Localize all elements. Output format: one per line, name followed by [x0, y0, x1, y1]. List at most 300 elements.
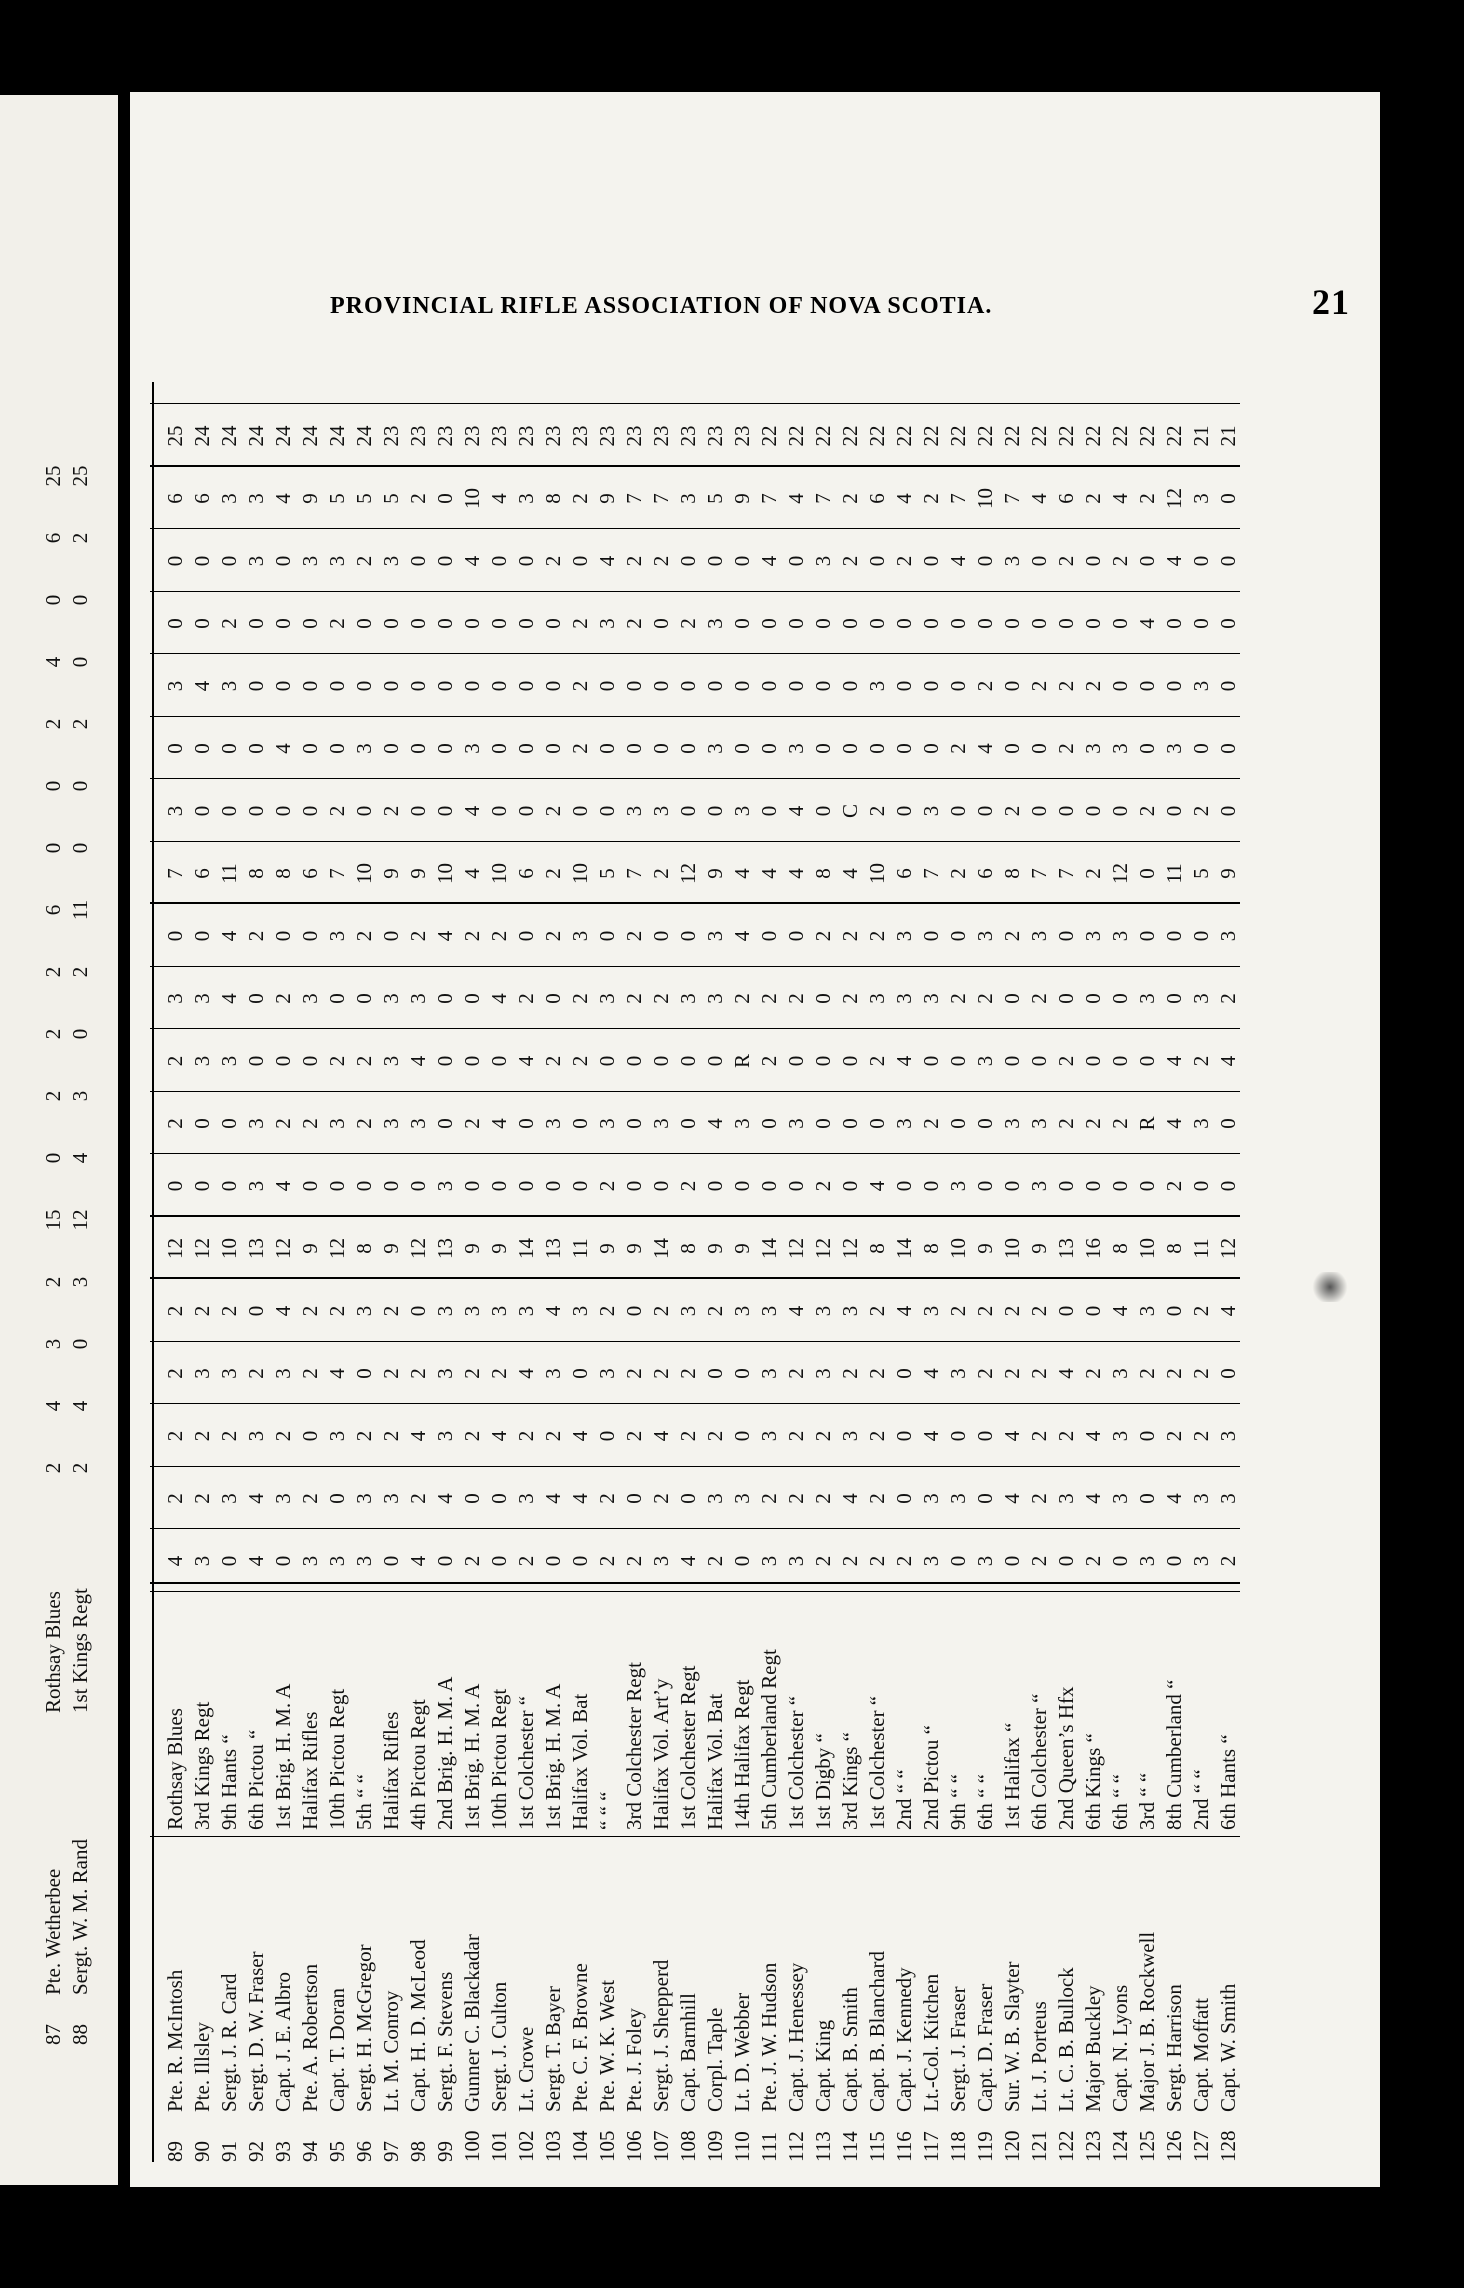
- score-cell: 13: [1054, 1238, 1078, 1259]
- score-cell: 2: [568, 680, 592, 692]
- score-cell: 2: [892, 1555, 916, 1567]
- competitor-corps: 6th Colchester “: [1027, 1693, 1051, 1830]
- score-cell: 5: [703, 493, 727, 504]
- score-cell: 3: [68, 1090, 92, 1102]
- score-cell: 0: [460, 993, 484, 1004]
- score-cell: 2: [622, 1430, 646, 1442]
- score-cell: 3: [217, 680, 241, 692]
- score-cell: 0: [163, 555, 187, 567]
- score-cell: 3: [946, 1180, 970, 1192]
- score-cell: 0: [757, 930, 781, 942]
- competitor-name: Sergt. F. Stevens: [433, 1971, 457, 2112]
- score-cell: 0: [1108, 618, 1132, 629]
- competitor-name: Pte. C. F. Browne: [568, 1963, 592, 2112]
- score-cell: 4: [217, 993, 241, 1004]
- score-cell: 2: [298, 1368, 322, 1379]
- competitor-name: Sergt. J. Shepperd: [649, 1959, 673, 2112]
- competitor-corps: Halifax Vol. Bat: [568, 1693, 592, 1830]
- score-cell: 0: [1000, 680, 1024, 692]
- score-cell: 0: [271, 805, 295, 817]
- score-cell: 0: [217, 805, 241, 817]
- score-cell: 3: [1027, 1180, 1051, 1192]
- score-cell: 7: [649, 493, 673, 504]
- score-cell: 12: [271, 1238, 295, 1259]
- page-title: PROVINCIAL RIFLE ASSOCIATION OF NOVA SCOTIA.: [330, 293, 993, 319]
- score-cell: 22: [1027, 425, 1051, 447]
- competitor-name: Capt. H. D. McLeod: [406, 1939, 430, 2112]
- score-cell: 0: [298, 1430, 322, 1442]
- competitor-corps: 5th Cumberland Regt: [757, 1649, 781, 1830]
- score-cell: 0: [838, 1055, 862, 1067]
- table-top-rule: [152, 382, 154, 2162]
- table-row: [891, 382, 917, 2162]
- score-cell: 0: [1027, 618, 1051, 629]
- score-cell: 0: [190, 555, 214, 567]
- score-cell: 3: [1081, 743, 1105, 754]
- score-cell: 0: [730, 680, 754, 692]
- competitor-corps: 6th “ “: [973, 1774, 997, 1830]
- score-cell: 0: [298, 930, 322, 942]
- score-cell: 23: [676, 425, 700, 447]
- score-cell: 0: [217, 1118, 241, 1129]
- score-cell: 4: [433, 1493, 457, 1504]
- score-cell: 0: [622, 1118, 646, 1129]
- score-cell: 2: [838, 1368, 862, 1379]
- score-cell: 0: [1189, 1180, 1213, 1192]
- score-cell: 4: [1162, 1055, 1186, 1067]
- score-cell: 4: [730, 868, 754, 879]
- score-cell: 3: [595, 993, 619, 1004]
- competitor-corps: 1st Colchester “: [514, 1695, 538, 1830]
- row-number: 108: [676, 2130, 700, 2162]
- score-cell: 0: [784, 555, 808, 567]
- score-cell: 2: [568, 493, 592, 504]
- competitor-name: Capt. J. Henessey: [784, 1962, 808, 2112]
- table-row: [486, 382, 512, 2162]
- score-cell: 3: [703, 743, 727, 754]
- score-cell: 4: [568, 1430, 592, 1442]
- score-cell: 0: [406, 805, 430, 817]
- score-cell: 2: [865, 1430, 889, 1442]
- score-cell: 2: [41, 1462, 65, 1474]
- score-cell: 0: [865, 1118, 889, 1129]
- score-cell: 2: [460, 930, 484, 942]
- score-cell: 0: [1081, 1055, 1105, 1067]
- score-cell: 0: [676, 555, 700, 567]
- score-cell: 0: [1054, 993, 1078, 1004]
- score-cell: 0: [1054, 1305, 1078, 1317]
- score-cell: 0: [325, 1493, 349, 1504]
- score-cell: 3: [514, 1305, 538, 1317]
- score-cell: 2: [622, 1555, 646, 1567]
- score-cell: 2: [1000, 805, 1024, 817]
- score-cell: 2: [1027, 1430, 1051, 1442]
- score-cell: 24: [298, 425, 322, 447]
- score-cell: 22: [1162, 425, 1186, 447]
- score-cell: 0: [1000, 1055, 1024, 1067]
- column-rule: [150, 1341, 1240, 1342]
- score-cell: 2: [784, 1368, 808, 1379]
- score-cell: 2: [163, 1430, 187, 1442]
- score-cell: 0: [973, 1180, 997, 1192]
- score-cell: 5: [595, 868, 619, 879]
- score-cell: 4: [1135, 618, 1159, 629]
- score-cell: 4: [68, 1400, 92, 1412]
- score-cell: 0: [622, 1055, 646, 1067]
- score-cell: 3: [595, 1368, 619, 1379]
- score-cell: 2: [541, 1430, 565, 1442]
- competitor-corps: 1st Brig. H. M. A: [541, 1683, 565, 1830]
- score-cell: 0: [352, 1180, 376, 1192]
- score-cell: 2: [946, 993, 970, 1004]
- score-cell: 0: [433, 555, 457, 567]
- score-cell: 2: [703, 1430, 727, 1442]
- score-cell: 2: [163, 1055, 187, 1067]
- score-cell: 2: [622, 993, 646, 1004]
- score-cell: 3: [1108, 743, 1132, 754]
- score-cell: 4: [676, 1555, 700, 1567]
- table-row: [567, 382, 593, 2162]
- score-cell: 3: [595, 1118, 619, 1129]
- table-row: [243, 382, 269, 2162]
- ink-blot: [1310, 1272, 1350, 1302]
- score-cell: 0: [244, 805, 268, 817]
- column-rule: [150, 1836, 1240, 1837]
- competitor-name: Sergt. T. Bayer: [541, 1986, 565, 2112]
- left-page: [0, 95, 118, 2185]
- score-cell: 2: [1081, 680, 1105, 692]
- score-cell: 3: [433, 1368, 457, 1379]
- score-cell: 2: [1135, 1368, 1159, 1379]
- score-cell: 0: [973, 555, 997, 567]
- score-cell: 0: [946, 1118, 970, 1129]
- score-cell: 0: [730, 618, 754, 629]
- score-cell: 3: [244, 1180, 268, 1192]
- score-cell: 0: [1162, 680, 1186, 692]
- score-cell: 0: [919, 618, 943, 629]
- score-cell: 0: [1162, 1305, 1186, 1317]
- score-cell: 2: [1135, 493, 1159, 504]
- score-cell: 7: [919, 868, 943, 879]
- score-cell: 9: [298, 493, 322, 504]
- score-cell: 0: [68, 1338, 92, 1350]
- score-cell: 2: [406, 1368, 430, 1379]
- score-cell: 0: [919, 1055, 943, 1067]
- score-cell: 0: [784, 680, 808, 692]
- score-cell: 2: [649, 993, 673, 1004]
- score-cell: 6: [1054, 493, 1078, 504]
- competitor-corps: 2nd Pictou “: [919, 1725, 943, 1830]
- score-cell: 2: [1000, 1305, 1024, 1317]
- score-cell: 21: [1216, 425, 1240, 447]
- score-cell: 2: [352, 1430, 376, 1442]
- score-cell: 0: [406, 743, 430, 754]
- score-cell: 2: [163, 1118, 187, 1129]
- score-cell: 0: [892, 1368, 916, 1379]
- score-cell: 2: [1054, 743, 1078, 754]
- score-cell: 0: [460, 1180, 484, 1192]
- score-cell: 0: [379, 743, 403, 754]
- score-cell: 0: [1081, 618, 1105, 629]
- score-cell: 0: [919, 680, 943, 692]
- score-cell: 4: [838, 1493, 862, 1504]
- score-cell: 0: [271, 1555, 295, 1567]
- score-cell: 2: [1162, 1430, 1186, 1442]
- score-cell: 2: [217, 618, 241, 629]
- score-cell: 3: [217, 493, 241, 504]
- score-cell: 2: [325, 1055, 349, 1067]
- score-cell: 0: [244, 618, 268, 629]
- competitor-corps: “ “ “: [595, 1791, 619, 1830]
- competitor-corps: Halifax Rifles: [379, 1711, 403, 1830]
- score-cell: 2: [352, 555, 376, 567]
- score-cell: 0: [973, 1118, 997, 1129]
- score-cell: 3: [1135, 993, 1159, 1004]
- score-cell: 2: [1216, 1555, 1240, 1567]
- row-number: 95: [325, 2141, 349, 2162]
- table-row: [162, 382, 188, 2162]
- score-cell: 2: [1081, 1555, 1105, 1567]
- score-cell: 11: [568, 1238, 592, 1259]
- score-cell: 23: [487, 425, 511, 447]
- score-cell: 2: [1081, 493, 1105, 504]
- score-cell: 0: [730, 743, 754, 754]
- score-cell: 2: [41, 1276, 65, 1288]
- score-cell: 0: [703, 1368, 727, 1379]
- column-rule: [150, 903, 1240, 905]
- score-cell: 2: [163, 1305, 187, 1317]
- score-cell: 2: [514, 1555, 538, 1567]
- score-cell: 10: [946, 1238, 970, 1259]
- competitor-name: Lt. C. B. Bullock: [1054, 1967, 1078, 2112]
- score-cell: 0: [352, 805, 376, 817]
- score-cell: 0: [1000, 618, 1024, 629]
- score-cell: 0: [568, 1118, 592, 1129]
- score-cell: 3: [811, 555, 835, 567]
- score-cell: 0: [352, 680, 376, 692]
- score-cell: 0: [811, 743, 835, 754]
- score-cell: 3: [1108, 1493, 1132, 1504]
- score-cell: 0: [811, 993, 835, 1004]
- score-cell: 4: [460, 868, 484, 879]
- score-cell: 2: [946, 868, 970, 879]
- competitor-name: Pte. W. K. West: [595, 1979, 619, 2112]
- score-cell: 2: [271, 1430, 295, 1442]
- score-cell: 0: [541, 618, 565, 629]
- score-cell: 2: [217, 1430, 241, 1442]
- score-cell: 2: [649, 555, 673, 567]
- score-cell: 0: [676, 1493, 700, 1504]
- table-row: [1188, 382, 1214, 2162]
- score-cell: 3: [1189, 1118, 1213, 1129]
- score-cell: 0: [298, 743, 322, 754]
- score-cell: 2: [541, 555, 565, 567]
- score-cell: 0: [1162, 993, 1186, 1004]
- table-row: [1026, 382, 1052, 2162]
- score-cell: 0: [1000, 1180, 1024, 1192]
- score-cell: 0: [649, 743, 673, 754]
- score-cell: 2: [298, 1118, 322, 1129]
- score-cell: 0: [892, 1430, 916, 1442]
- score-cell: 0: [271, 618, 295, 629]
- score-cell: 0: [406, 1180, 430, 1192]
- score-cell: 4: [244, 1493, 268, 1504]
- score-cell: 0: [811, 680, 835, 692]
- score-cell: 4: [595, 555, 619, 567]
- left-table-row: [40, 395, 66, 2045]
- score-cell: 8: [865, 1243, 889, 1254]
- score-cell: 0: [514, 1180, 538, 1192]
- score-cell: 12: [190, 1238, 214, 1259]
- score-cell: 2: [622, 618, 646, 629]
- score-cell: 23: [622, 425, 646, 447]
- score-cell: 0: [811, 1118, 835, 1129]
- score-cell: 3: [298, 1555, 322, 1567]
- score-cell: 3: [1189, 993, 1213, 1004]
- score-cell: 0: [68, 842, 92, 854]
- score-cell: 3: [892, 1118, 916, 1129]
- score-cell: 0: [919, 743, 943, 754]
- competitor-corps: 1st Kings Regt: [68, 1588, 92, 1713]
- score-cell: 2: [568, 618, 592, 629]
- score-cell: 0: [811, 805, 835, 817]
- score-cell: 0: [1216, 618, 1240, 629]
- score-cell: 0: [1027, 1055, 1051, 1067]
- row-number: 115: [865, 2131, 889, 2162]
- competitor-corps: 6th “ “: [1108, 1774, 1132, 1830]
- score-cell: 2: [271, 1118, 295, 1129]
- score-cell: 9: [379, 1243, 403, 1254]
- table-row: [621, 382, 647, 2162]
- score-cell: 0: [892, 1493, 916, 1504]
- page-header: [330, 282, 1350, 327]
- score-cell: 0: [1108, 1055, 1132, 1067]
- score-cell: 4: [271, 743, 295, 754]
- score-cell: 2: [1108, 1118, 1132, 1129]
- score-cell: 0: [730, 555, 754, 567]
- competitor-corps: 9th Hants “: [217, 1734, 241, 1830]
- score-cell: 3: [568, 1305, 592, 1317]
- score-cell: 6: [892, 868, 916, 879]
- score-cell: 0: [892, 680, 916, 692]
- score-cell: 2: [1054, 1118, 1078, 1129]
- row-number: 128: [1216, 2130, 1240, 2162]
- row-number: 89: [163, 2141, 187, 2162]
- score-cell: 4: [1162, 555, 1186, 567]
- score-cell: 0: [68, 780, 92, 792]
- score-cell: 2: [973, 680, 997, 692]
- score-cell: 9: [703, 1243, 727, 1254]
- score-cell: 0: [784, 618, 808, 629]
- score-cell: 3: [514, 493, 538, 504]
- score-cell: 0: [568, 555, 592, 567]
- score-cell: 2: [244, 1368, 268, 1379]
- row-number: 100: [460, 2130, 484, 2162]
- score-cell: 0: [433, 1055, 457, 1067]
- score-cell: 10: [460, 488, 484, 509]
- competitor-name: Pte. A. Robertson: [298, 1963, 322, 2112]
- score-cell: 3: [379, 1493, 403, 1504]
- competitor-name: Major J. B. Rockwell: [1135, 1931, 1159, 2112]
- score-cell: 3: [433, 1430, 457, 1442]
- score-cell: 2: [487, 1368, 511, 1379]
- score-cell: 3: [1216, 1493, 1240, 1504]
- score-cell: 2: [1027, 1305, 1051, 1317]
- table-row: [459, 382, 485, 2162]
- row-number: 127: [1189, 2130, 1213, 2162]
- score-cell: 3: [703, 618, 727, 629]
- score-cell: 3: [190, 993, 214, 1004]
- score-cell: 0: [1081, 1305, 1105, 1317]
- score-cell: 4: [973, 743, 997, 754]
- column-rule: [150, 716, 1240, 717]
- score-cell: 0: [892, 618, 916, 629]
- score-cell: 7: [1027, 868, 1051, 879]
- score-cell: 0: [298, 1180, 322, 1192]
- score-cell: 0: [406, 1305, 430, 1317]
- score-cell: 0: [1216, 805, 1240, 817]
- score-cell: 2: [649, 1368, 673, 1379]
- score-cell: 12: [1108, 863, 1132, 884]
- score-cell: 7: [1054, 868, 1078, 879]
- score-cell: 2: [68, 718, 92, 730]
- row-number: 114: [838, 2131, 862, 2162]
- score-cell: 3: [676, 493, 700, 504]
- score-cell: 24: [352, 425, 376, 447]
- score-cell: 2: [757, 1493, 781, 1504]
- score-cell: 0: [244, 993, 268, 1004]
- score-cell: 3: [325, 930, 349, 942]
- score-cell: 0: [190, 1180, 214, 1192]
- score-cell: 2: [1054, 1055, 1078, 1067]
- column-rule: [150, 1091, 1240, 1092]
- score-cell: 8: [811, 868, 835, 879]
- score-cell: 2: [271, 993, 295, 1004]
- competitor-corps: 2nd “ “: [1189, 1769, 1213, 1830]
- score-cell: 22: [919, 425, 943, 447]
- score-cell: 0: [595, 1430, 619, 1442]
- score-cell: 3: [271, 1368, 295, 1379]
- score-cell: 3: [325, 1555, 349, 1567]
- score-cell: 8: [352, 1243, 376, 1254]
- score-cell: 2: [244, 930, 268, 942]
- score-cell: 3: [649, 805, 673, 817]
- table-row: [324, 382, 350, 2162]
- score-cell: 3: [1000, 1118, 1024, 1129]
- score-cell: 0: [217, 555, 241, 567]
- score-cell: 4: [838, 868, 862, 879]
- score-cell: 3: [163, 680, 187, 692]
- score-cell: 0: [217, 1180, 241, 1192]
- table-row: [270, 382, 296, 2162]
- competitor-name: Lt.-Col. Kitchen: [919, 1973, 943, 2112]
- score-cell: 0: [68, 594, 92, 606]
- score-cell: 0: [946, 1555, 970, 1567]
- score-cell: 4: [1162, 1493, 1186, 1504]
- row-number: 106: [622, 2130, 646, 2162]
- score-cell: 2: [676, 1180, 700, 1192]
- left-page-rotated: [0, 95, 118, 2185]
- score-cell: 4: [41, 1400, 65, 1412]
- score-cell: 0: [1189, 930, 1213, 942]
- score-cell: 3: [892, 993, 916, 1004]
- score-cell: 4: [271, 1180, 295, 1192]
- score-cell: 3: [352, 743, 376, 754]
- score-cell: 4: [1027, 493, 1051, 504]
- score-cell: 2: [784, 1493, 808, 1504]
- score-cell: 0: [41, 780, 65, 792]
- score-cell: 0: [649, 1055, 673, 1067]
